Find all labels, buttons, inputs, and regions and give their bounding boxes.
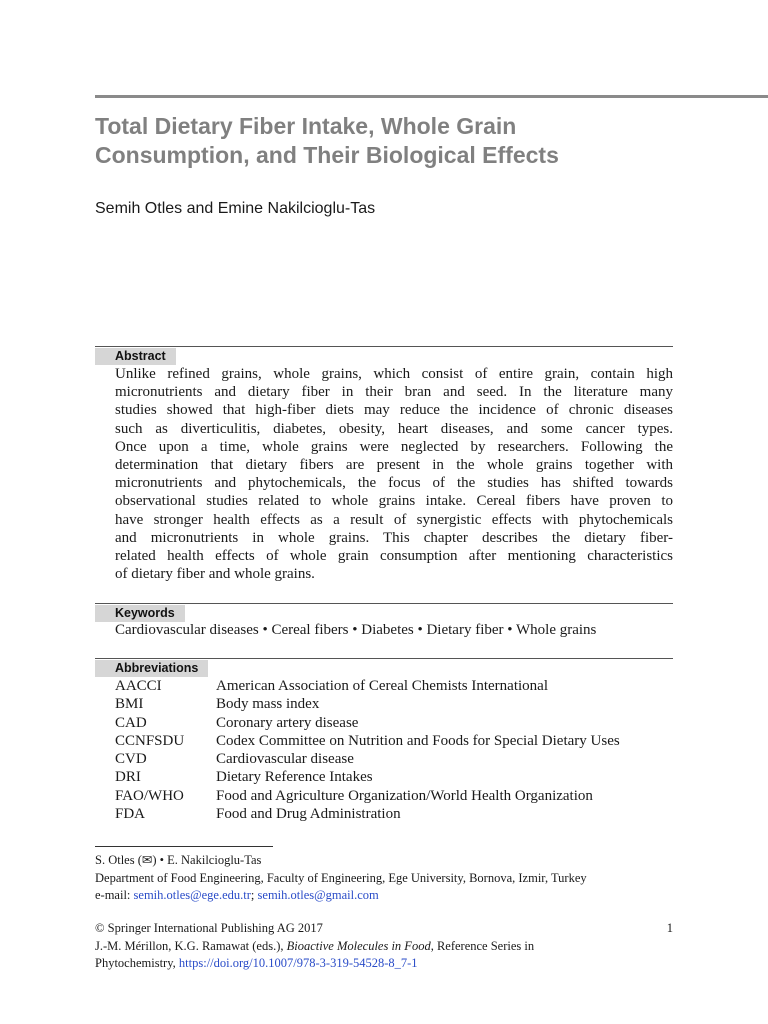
abbreviation: FAO/WHO [115,787,184,804]
series-continued: Phytochemistry, [95,956,179,970]
abstract-line: such as diverticulitis, diabetes, obesity, heart diseases, and some cancer types. [115,420,673,437]
abbreviation: DRI [115,769,141,786]
abstract-line: determination that dietary fibers are present in the whole grains together with [115,457,673,474]
abstract-line: Once upon a time, whole grains were neglected by researchers. Following the [115,438,673,455]
abstract-line: related health effects of whole grain consumption after mentioning characteristics [115,548,673,565]
abbreviation-row [115,714,620,732]
doi-link[interactable]: https://doi.org/10.1007/978-3-319-54528-8_7-1 [178,956,418,970]
abbreviation-row [115,677,620,695]
editors: J.-M. Mérillon, K.G. Ramawat (eds.), [95,938,287,953]
keywords-text: Cardiovascular diseases • Cereal fibers • Diabetes • Dietary fiber • Whole grains [115,622,597,638]
abbreviation: FDA [115,806,146,823]
chapter-title [95,112,715,170]
publication-info [95,920,673,973]
abbreviation-meaning: Food and Agriculture Organization/World Health Organization [216,787,593,804]
abstract-line: and micronutrients in whole grains. This chapter describes the dietary fiber- [115,529,673,546]
abbreviation-meaning: Food and Drug Administration [216,806,401,823]
abbreviations-list [115,677,620,823]
series: , Reference Series in [430,938,535,953]
doi-line [95,955,673,973]
abbreviations-header [95,658,673,677]
abbreviation-row [115,768,620,786]
abstract-body [115,365,673,583]
title-line: Total Dietary Fiber Intake, Whole Grain [95,113,517,139]
page-number: 1 [666,921,673,935]
footnote [95,852,587,905]
footnote-authors: S. Otles (✉) • E. Nakilcioglu-Tas [95,853,262,867]
citation-line [95,938,673,956]
abstract-heading: Abstract [95,348,176,365]
footnote-affiliation: Department of Food Engineering, Faculty of Engineering, Ege University, Bornova, Izmir, Turkey [95,870,587,885]
keywords-heading: Keywords [95,605,185,622]
footnote-email-line [95,887,587,905]
abbreviation-meaning: Codex Committee on Nutrition and Foods for Special Dietary Uses [216,732,620,749]
abbreviation-meaning: Dietary Reference Intakes [216,769,373,786]
email-link-2[interactable]: semih.otles@gmail.com [257,888,379,902]
email-label: e-mail: [95,888,134,902]
abbreviation: BMI [115,696,144,713]
abstract-line: observational studies related to whole grains intake. Cereal fibers have proven to [115,493,673,510]
abbreviation: CAD [115,714,147,731]
abbreviation: AACCI [115,678,162,694]
abbreviation-row [115,732,620,750]
abbreviation: CCNFSDU [115,732,185,749]
abbreviation: CVD [115,751,147,768]
title-line: Consumption, and Their Biological Effects [95,142,559,168]
abstract-line: micronutrients and phytochemicals, the focus of the studies has shifted towards [115,475,673,492]
keywords-header [95,603,673,622]
abbreviations-heading: Abbreviations [95,660,208,677]
copyright: © Springer International Publishing AG 2017 [95,921,323,935]
abstract-line: studies showed that high-fiber diets may reduce the incidence of chronic diseases [115,402,673,419]
abbreviation-meaning: Body mass index [216,696,320,713]
abstract-line: of dietary fiber and whole grains. [115,566,315,583]
abbreviation-meaning: Cardiovascular disease [216,751,354,768]
abstract-header [95,346,673,365]
book-title: Bioactive Molecules in Food [286,938,431,953]
authors: Semih Otles and Emine Nakilcioglu-Tas [95,200,376,217]
abbreviation-row [115,805,620,823]
abbreviation-row [115,695,620,713]
copyright-line [95,920,673,938]
abstract-line: have stronger health effects as a result of synergistic effects with phytochemicals [115,511,673,528]
abstract-line: Unlike refined grains, whole grains, which consist of entire grain, contain high [115,366,673,382]
abbreviation-row [115,787,620,805]
abbreviation-meaning: American Association of Cereal Chemists International [216,678,548,694]
email-separator: ; [250,888,258,902]
footnote-rule [95,846,273,847]
email-link-1[interactable]: semih.otles@ege.edu.tr [133,888,251,902]
top-rule [95,95,768,98]
abbreviation-meaning: Coronary artery disease [216,714,359,731]
abstract-line: micronutrients and dietary fiber in their bran and seed. In the literature many [115,384,673,401]
abbreviation-row [115,750,620,768]
